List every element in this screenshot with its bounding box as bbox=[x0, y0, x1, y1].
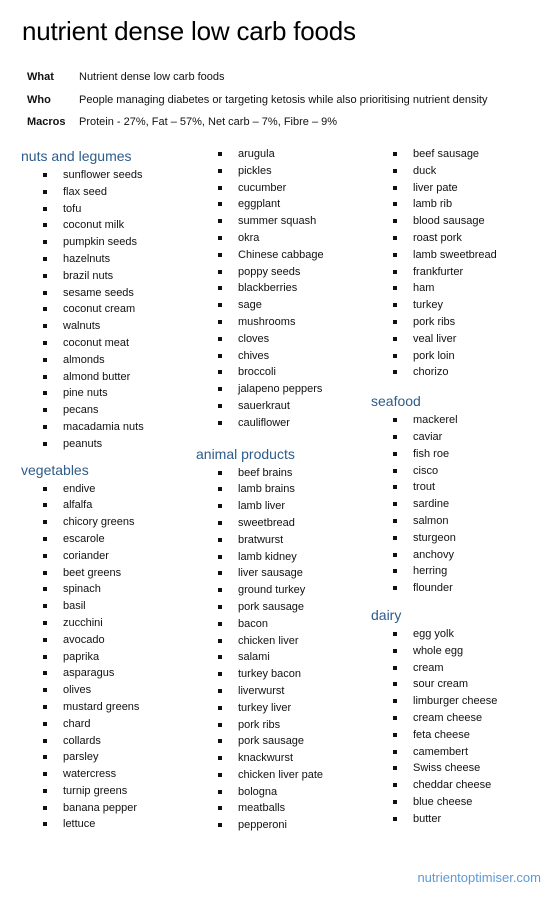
list-item: olives bbox=[21, 682, 196, 699]
list-item: chives bbox=[196, 348, 371, 365]
list-item: salami bbox=[196, 649, 371, 666]
meta-value: Protein - 27%, Fat – 57%, Net carb – 7%, Fibre – 9% bbox=[79, 116, 338, 129]
meta-row-what bbox=[27, 66, 487, 89]
list-item: salmon bbox=[371, 513, 551, 530]
list-item: lettuce bbox=[21, 816, 196, 833]
list-item: knackwurst bbox=[196, 750, 371, 767]
list-item: summer squash bbox=[196, 213, 371, 230]
category-title-dairy: dairy bbox=[371, 606, 402, 623]
list-item: pepperoni bbox=[196, 817, 371, 834]
list-item: blood sausage bbox=[371, 213, 551, 230]
list-item: pork ribs bbox=[196, 717, 371, 734]
list-item: butter bbox=[371, 811, 551, 828]
meta-value: People managing diabetes or targeting ketosis while also prioritising nutrient density bbox=[79, 93, 488, 106]
meta-key: Who bbox=[27, 93, 51, 106]
list-item: tofu bbox=[21, 201, 196, 218]
list-item: ham bbox=[371, 280, 551, 297]
list-item: bratwurst bbox=[196, 532, 371, 549]
column-middle bbox=[196, 146, 371, 841]
list-item: basil bbox=[21, 598, 196, 615]
list-item: almond butter bbox=[21, 369, 196, 386]
list-item: hazelnuts bbox=[21, 251, 196, 268]
list-item: coconut milk bbox=[21, 217, 196, 234]
list-item: herring bbox=[371, 563, 551, 580]
list-item: watercress bbox=[21, 766, 196, 783]
list-animal-products-continued bbox=[371, 146, 551, 381]
list-item: banana pepper bbox=[21, 800, 196, 817]
list-item: brazil nuts bbox=[21, 268, 196, 285]
list-item: liver sausage bbox=[196, 565, 371, 582]
list-item: alfalfa bbox=[21, 497, 196, 514]
column-right bbox=[371, 146, 551, 834]
list-item: sunflower seeds bbox=[21, 167, 196, 184]
list-item: fish roe bbox=[371, 446, 551, 463]
list-item: Swiss cheese bbox=[371, 760, 551, 777]
list-vegetables-continued bbox=[196, 146, 371, 432]
list-item: turnip greens bbox=[21, 783, 196, 800]
list-item: mushrooms bbox=[196, 314, 371, 331]
list-item: pickles bbox=[196, 163, 371, 180]
list-item: parsley bbox=[21, 749, 196, 766]
list-item: pork loin bbox=[371, 348, 551, 365]
list-animal-products bbox=[196, 465, 371, 835]
list-item: turkey bacon bbox=[196, 666, 371, 683]
list-item: poppy seeds bbox=[196, 264, 371, 281]
list-item: spinach bbox=[21, 581, 196, 598]
list-item: sour cream bbox=[371, 676, 551, 693]
list-item: ground turkey bbox=[196, 582, 371, 599]
list-item: roast pork bbox=[371, 230, 551, 247]
list-item: jalapeno peppers bbox=[196, 381, 371, 398]
category-title-seafood: seafood bbox=[371, 393, 421, 410]
list-item: chicken liver bbox=[196, 633, 371, 650]
list-item: Chinese cabbage bbox=[196, 247, 371, 264]
list-item: anchovy bbox=[371, 547, 551, 564]
list-item: lamb liver bbox=[196, 498, 371, 515]
list-item: chorizo bbox=[371, 364, 551, 381]
list-item: mackerel bbox=[371, 412, 551, 429]
list-item: meatballs bbox=[196, 800, 371, 817]
list-item: cucumber bbox=[196, 180, 371, 197]
list-item: cloves bbox=[196, 331, 371, 348]
meta-key: What bbox=[27, 71, 54, 84]
list-item: chard bbox=[21, 716, 196, 733]
column-left bbox=[21, 146, 196, 840]
list-item: asparagus bbox=[21, 665, 196, 682]
list-item: coconut meat bbox=[21, 335, 196, 352]
meta-value: Nutrient dense low carb foods bbox=[79, 71, 225, 84]
list-item: endive bbox=[21, 481, 196, 498]
list-item: almonds bbox=[21, 352, 196, 369]
list-item: caviar bbox=[371, 429, 551, 446]
list-item: blue cheese bbox=[371, 794, 551, 811]
list-item: liver pate bbox=[371, 180, 551, 197]
list-item: sauerkraut bbox=[196, 398, 371, 415]
meta-row-who bbox=[27, 89, 487, 112]
list-item: coconut cream bbox=[21, 301, 196, 318]
list-item: limburger cheese bbox=[371, 693, 551, 710]
list-item: flax seed bbox=[21, 184, 196, 201]
list-seafood bbox=[371, 412, 551, 597]
meta-key: Macros bbox=[27, 116, 66, 129]
list-item: blackberries bbox=[196, 280, 371, 297]
list-item: mustard greens bbox=[21, 699, 196, 716]
list-item: lamb sweetbread bbox=[371, 247, 551, 264]
list-item: cream cheese bbox=[371, 710, 551, 727]
list-item: sardine bbox=[371, 496, 551, 513]
list-item: veal liver bbox=[371, 331, 551, 348]
list-item: cauliflower bbox=[196, 415, 371, 432]
list-item: liverwurst bbox=[196, 683, 371, 700]
meta-row-macros bbox=[27, 111, 487, 134]
list-vegetables bbox=[21, 481, 196, 834]
list-item: pork ribs bbox=[371, 314, 551, 331]
list-item: bologna bbox=[196, 784, 371, 801]
site-url[interactable]: nutrientoptimiser.com bbox=[417, 870, 541, 885]
list-item: walnuts bbox=[21, 318, 196, 335]
list-item: cream bbox=[371, 660, 551, 677]
list-item: sturgeon bbox=[371, 530, 551, 547]
list-nuts bbox=[21, 167, 196, 453]
list-item: cisco bbox=[371, 463, 551, 480]
list-item: turkey liver bbox=[196, 700, 371, 717]
list-item: bacon bbox=[196, 616, 371, 633]
list-item: zucchini bbox=[21, 615, 196, 632]
list-item: sweetbread bbox=[196, 515, 371, 532]
list-item: beef brains bbox=[196, 465, 371, 482]
list-item: egg yolk bbox=[371, 626, 551, 643]
list-item: feta cheese bbox=[371, 727, 551, 744]
list-item: sage bbox=[196, 297, 371, 314]
list-item: broccoli bbox=[196, 364, 371, 381]
list-item: chicken liver pate bbox=[196, 767, 371, 784]
list-item: pumpkin seeds bbox=[21, 234, 196, 251]
list-item: turkey bbox=[371, 297, 551, 314]
list-item: paprika bbox=[21, 649, 196, 666]
list-item: beet greens bbox=[21, 565, 196, 582]
list-item: flounder bbox=[371, 580, 551, 597]
meta-table bbox=[27, 66, 487, 134]
list-item: pine nuts bbox=[21, 385, 196, 402]
list-item: avocado bbox=[21, 632, 196, 649]
list-item: cheddar cheese bbox=[371, 777, 551, 794]
list-item: lamb brains bbox=[196, 481, 371, 498]
list-item: eggplant bbox=[196, 196, 371, 213]
category-title-vegetables: vegetables bbox=[21, 461, 89, 478]
list-item: macadamia nuts bbox=[21, 419, 196, 436]
list-item: pork sausage bbox=[196, 599, 371, 616]
list-item: coriander bbox=[21, 548, 196, 565]
category-title-nuts: nuts and legumes bbox=[21, 148, 132, 164]
list-item: lamb rib bbox=[371, 196, 551, 213]
list-item: trout bbox=[371, 479, 551, 496]
list-item: pork sausage bbox=[196, 733, 371, 750]
list-item: pecans bbox=[21, 402, 196, 419]
list-item: arugula bbox=[196, 146, 371, 163]
list-item: frankfurter bbox=[371, 264, 551, 281]
list-dairy bbox=[371, 626, 551, 828]
list-item: chicory greens bbox=[21, 514, 196, 531]
list-item: lamb kidney bbox=[196, 549, 371, 566]
list-item: beef sausage bbox=[371, 146, 551, 163]
list-item: duck bbox=[371, 163, 551, 180]
category-title-animal-products: animal products bbox=[196, 445, 295, 462]
list-item: whole egg bbox=[371, 643, 551, 660]
page-title: nutrient dense low carb foods bbox=[22, 16, 356, 46]
list-item: peanuts bbox=[21, 436, 196, 453]
list-item: sesame seeds bbox=[21, 285, 196, 302]
list-item: collards bbox=[21, 733, 196, 750]
list-item: camembert bbox=[371, 744, 551, 761]
list-item: okra bbox=[196, 230, 371, 247]
list-item: escarole bbox=[21, 531, 196, 548]
